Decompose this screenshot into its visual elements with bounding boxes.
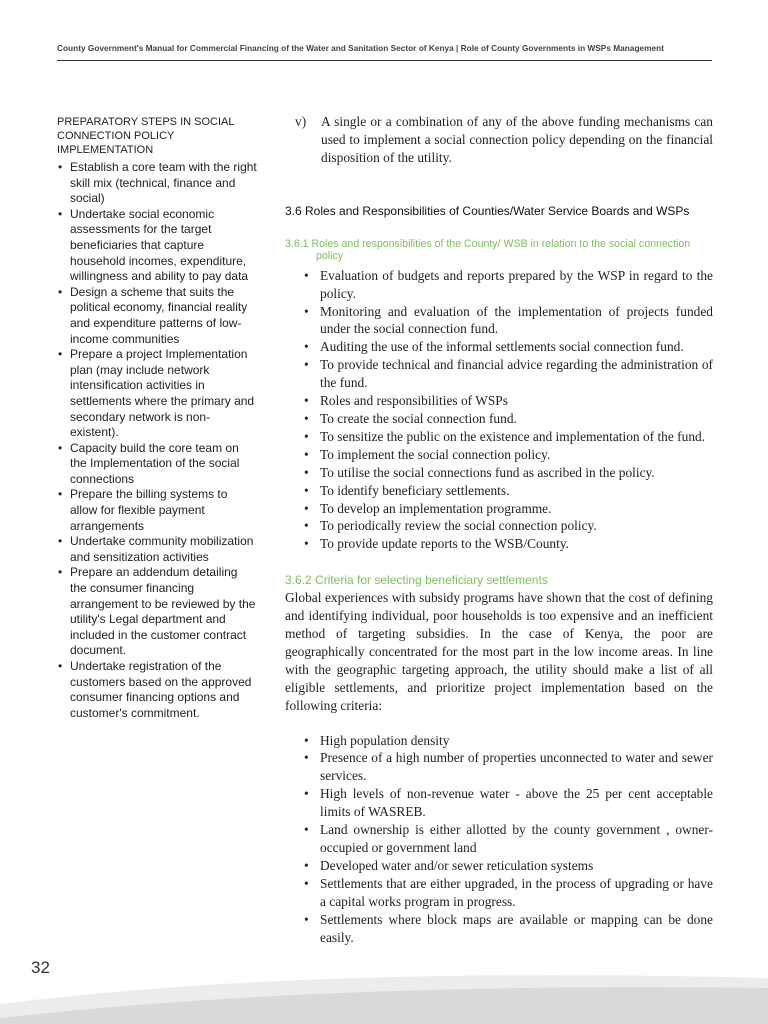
list-item: • Prepare a project Implementation plan (may include network intensification activities in settlements where the primary and secondary network is non-existent). <box>57 347 257 441</box>
list-item: • Capacity build the core team on the Implementation of the social connections <box>57 441 257 488</box>
list-item: • To develop an implementation programme. <box>285 500 713 518</box>
subsection-heading-3-6-2: 3.6.2 Criteria for selecting beneficiary settlements <box>285 573 548 588</box>
list-item: • Undertake social economic assessments for the target beneficiaries that capture household incomes, expenditure, willingness and ability to pay data <box>57 207 257 285</box>
list-item: • To utilise the social connections fund as ascribed in the policy. <box>285 464 713 482</box>
page-number: 32 <box>31 958 50 977</box>
running-header: County Government's Manual for Commercial Financing of the Water and Sanitation Sector of Kenya | Role of County Governments in WSPs Management <box>57 43 664 53</box>
list-item: • To periodically review the social connection policy. <box>285 517 713 535</box>
header-divider <box>57 60 712 61</box>
section-heading: 3.6 Roles and Responsibilities of Counties/Water Service Boards and WSPs <box>285 203 690 218</box>
list-item: • To provide update reports to the WSB/County. <box>285 535 713 553</box>
sidebar-box <box>57 115 257 721</box>
list-item: • Undertake community mobilization and sensitization activities <box>57 534 257 565</box>
list-item: • Developed water and/or sewer reticulation systems <box>285 857 713 875</box>
intro-number: v) <box>295 114 307 129</box>
list-item: • Establish a core team with the right skill mix (technical, finance and social) <box>57 160 257 207</box>
list-item: • Undertake registration of the customers based on the approved consumer financing options and customer's commitment. <box>57 659 257 721</box>
subsection-heading-line1: 3.6.1 Roles and responsibilities of the County/ WSB in relation to the social connection <box>285 237 691 250</box>
list-item: • Evaluation of budgets and reports prepared by the WSP in regard to the policy. <box>285 267 713 303</box>
roles-list <box>285 267 713 554</box>
footer-band <box>0 960 768 1024</box>
list-item: • To provide technical and financial advice regarding the administration of the fund. <box>285 356 713 392</box>
list-item: • To identify beneficiary settlements. <box>285 482 713 500</box>
list-item: • Prepare an addendum detailing the consumer financing arrangement to be reviewed by the utility's Legal department and included in the customer contract document. <box>57 565 257 659</box>
subsection-heading-3-6-1 <box>285 238 713 263</box>
list-item: • Prepare the billing systems to allow for flexible payment arrangements <box>57 487 257 534</box>
list-item: • High population density <box>285 732 713 750</box>
list-item: • Presence of a high number of properties unconnected to water and sewer services. <box>285 749 713 785</box>
list-item: • Settlements that are either upgraded, in the process of upgrading or have a capital works program in progress. <box>285 875 713 911</box>
list-item: • Auditing the use of the informal settlements social connection fund. <box>285 338 713 356</box>
list-item: • To sensitize the public on the existence and implementation of the fund. <box>285 428 713 446</box>
main-column <box>285 113 713 946</box>
intro-text: A single or a combination of any of the above funding mechanisms can used to implement a social connection policy depending on the financial disposition of the utility. <box>321 114 713 165</box>
list-item: • Roles and responsibilities of WSPs <box>285 392 713 410</box>
list-item: • Settlements where block maps are available or mapping can be done easily. <box>285 911 713 947</box>
criteria-paragraph: Global experiences with subsidy programs have shown that the cost of defining and identifying individual, poor households is too expensive and an inefficient method of targeting subsidies. In the case of Kenya, the poor are geographically concentrated for the most part in the low income areas. In line with the geographic targeting approach, the utility should make a list of all eligible settlements, and prioritize project implementation based on the following criteria: <box>285 590 713 713</box>
list-item: • Land ownership is either allotted by the county government , owner-occupied or government land <box>285 821 713 857</box>
sidebar-title: PREPARATORY STEPS IN SOCIAL CONNECTION POLICY IMPLEMENTATION <box>57 116 235 156</box>
subsection-heading-line2: policy <box>316 250 344 263</box>
list-item: • To create the social connection fund. <box>285 410 713 428</box>
list-item: • Design a scheme that suits the political economy, financial reality and expenditure patterns of low-income communities <box>57 285 257 347</box>
list-item: • To implement the social connection policy. <box>285 446 713 464</box>
intro-paragraph <box>285 113 713 167</box>
sidebar-list <box>57 160 257 721</box>
list-item: • Monitoring and evaluation of the implementation of projects funded under the social connection fund. <box>285 303 713 339</box>
list-item: • High levels of non-revenue water - above the 25 per cent acceptable limits of WASREB. <box>285 785 713 821</box>
criteria-list <box>285 732 713 947</box>
